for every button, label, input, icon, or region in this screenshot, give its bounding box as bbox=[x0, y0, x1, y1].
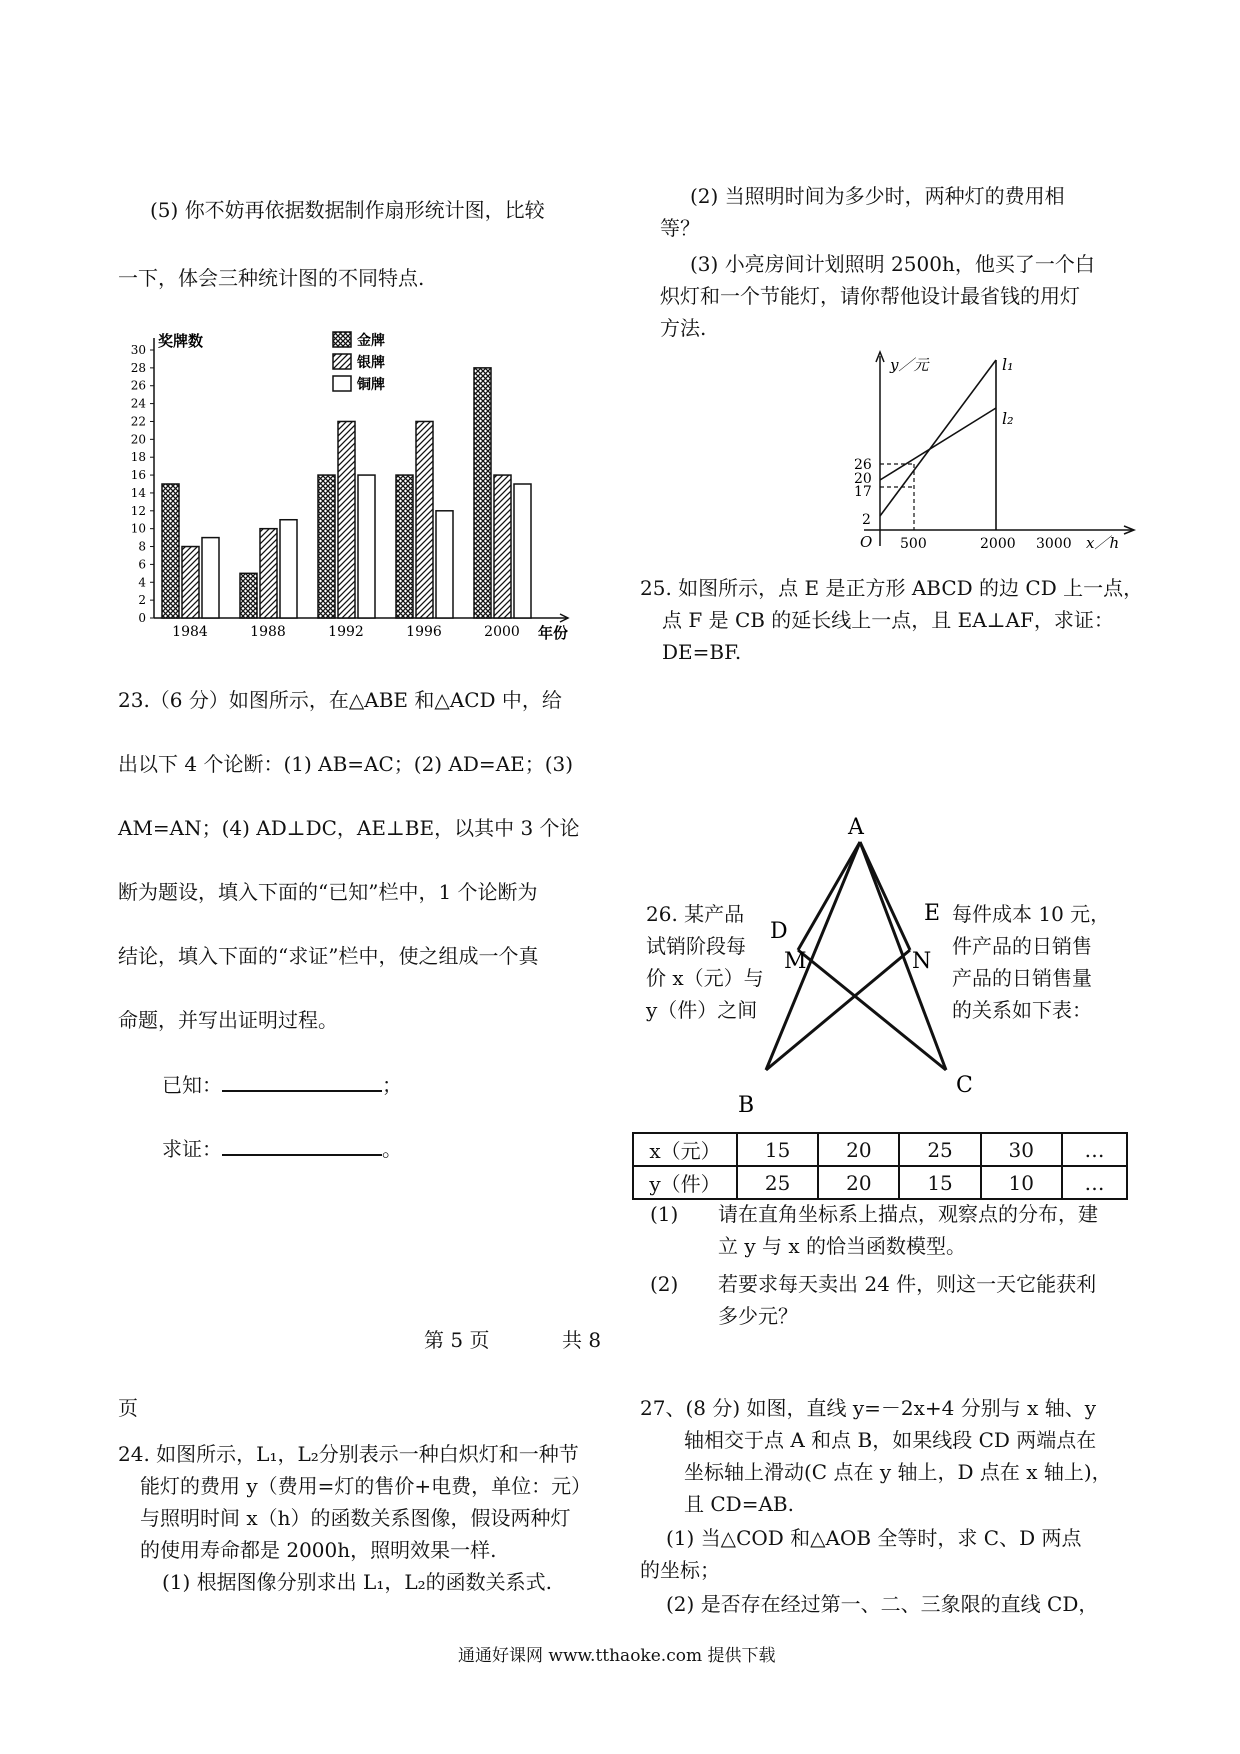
known-row bbox=[162, 1068, 402, 1101]
chart-x-label: 年份 bbox=[538, 624, 569, 642]
page-total: 共 8 bbox=[562, 1328, 602, 1352]
q27-line7: (2) 是否存在经过第一、二、三象限的直线 CD， bbox=[666, 1592, 1099, 1616]
q23-line3: AM=AN；(4) AD⊥DC，AE⊥BE，以其中 3 个论 bbox=[118, 816, 580, 840]
x-tick-label: 1988 bbox=[250, 624, 286, 640]
line-l1 bbox=[880, 360, 996, 516]
y-tick-label: 18 bbox=[130, 450, 146, 465]
bar-cross bbox=[240, 573, 257, 618]
y-tick-label: 14 bbox=[130, 485, 146, 500]
x-tick-label: 1992 bbox=[328, 624, 364, 640]
table-cell: 30 bbox=[981, 1133, 1062, 1166]
y-tick-label: 6 bbox=[138, 557, 146, 572]
y-tick-label: 2 bbox=[138, 593, 146, 608]
point-n-label: N bbox=[912, 949, 932, 974]
table-cell: … bbox=[1062, 1166, 1127, 1199]
known-blank[interactable] bbox=[222, 1068, 382, 1092]
bar-diagonal bbox=[416, 421, 433, 618]
prove-row bbox=[162, 1132, 402, 1165]
table-cell: … bbox=[1062, 1133, 1127, 1166]
known-label: 已知： bbox=[162, 1073, 222, 1097]
point-e-label: E bbox=[924, 901, 941, 926]
point-m-label: M bbox=[784, 949, 807, 974]
bar-diagonal bbox=[182, 547, 199, 618]
q23-line1: 23.（6 分）如图所示，在△ABE 和△ACD 中，给 bbox=[118, 688, 562, 712]
y-tick-label: 28 bbox=[130, 360, 146, 375]
legend-swatch-blank bbox=[333, 376, 351, 391]
prove-blank[interactable] bbox=[222, 1132, 382, 1156]
y-tick-label: 16 bbox=[130, 468, 146, 483]
q26-left2: 试销阶段每 bbox=[646, 934, 746, 958]
q22-part5-line2: 一下，体会三种统计图的不同特点. bbox=[118, 266, 425, 290]
table-cell: 25 bbox=[737, 1166, 818, 1199]
medal-bar-chart bbox=[118, 326, 588, 646]
q24-line3: 与照明时间 x（h）的函数关系图像，假设两种灯 bbox=[140, 1506, 571, 1530]
table-cell: 15 bbox=[899, 1166, 980, 1199]
l1-label: l₁ bbox=[1002, 355, 1014, 374]
q24-line7: 等？ bbox=[660, 216, 700, 240]
bar-cross bbox=[318, 475, 335, 618]
q25-line2: 点 F 是 CB 的延长线上一点，且 EA⊥AF，求证： bbox=[662, 608, 1114, 632]
y-tick-label: 20 bbox=[130, 432, 146, 447]
prove-end: 。 bbox=[382, 1137, 402, 1161]
x-axis-label: x／h bbox=[1086, 534, 1120, 552]
q27-line3: 坐标轴上滑动(C 点在 y 轴上，D 点在 x 轴上)， bbox=[684, 1460, 1112, 1484]
bar-blank bbox=[436, 511, 453, 618]
q24-line6: (2) 当照明时间为多少时，两种灯的费用相 bbox=[690, 184, 1065, 208]
xtick-2000: 2000 bbox=[980, 536, 1016, 552]
q26-right4: 的关系如下表： bbox=[952, 998, 1092, 1022]
q26-left4: y（件）之间 bbox=[646, 998, 758, 1022]
y-tick-label: 24 bbox=[130, 396, 146, 411]
q25-line3: DE=BF. bbox=[662, 640, 742, 664]
table-row-y bbox=[633, 1166, 1127, 1199]
origin-label: O bbox=[860, 533, 873, 551]
table-cell: 20 bbox=[818, 1166, 899, 1199]
q27-line2: 轴相交于点 A 和点 B，如果线段 CD 两端点在 bbox=[684, 1428, 1097, 1452]
q23-line5: 结论，填入下面的“求证”栏中，使之组成一个真 bbox=[118, 944, 539, 968]
table-cell: 15 bbox=[737, 1133, 818, 1166]
q24-line10: 方法. bbox=[660, 316, 707, 340]
q24-line2: 能灯的费用 y（费用=灯的售价+电费，单位：元） bbox=[140, 1474, 592, 1498]
segment-ad bbox=[798, 842, 860, 950]
y-tick-label: 0 bbox=[138, 611, 146, 625]
y-tick-label: 4 bbox=[138, 575, 146, 590]
y-tick-label: 22 bbox=[130, 414, 146, 429]
y-tick-label: 26 bbox=[130, 378, 146, 393]
bar-diagonal bbox=[494, 475, 511, 618]
ytick-20: 20 bbox=[854, 471, 872, 487]
q26-right1: 每件成本 10 元， bbox=[952, 902, 1111, 926]
q26-left1: 26. 某产品 bbox=[646, 902, 745, 926]
q26-left3: 价 x（元）与 bbox=[646, 966, 764, 990]
q22-part5-line1: (5) 你不妨再依据数据制作扇形统计图，比较 bbox=[150, 198, 545, 222]
bar-cross bbox=[396, 475, 413, 618]
bar-blank bbox=[202, 538, 219, 618]
legend-label: 银牌 bbox=[357, 355, 385, 371]
x-tick-label: 2000 bbox=[484, 624, 520, 640]
table-cell: y（件） bbox=[633, 1166, 737, 1199]
known-end: ； bbox=[382, 1073, 402, 1097]
legend-label: 金牌 bbox=[357, 333, 385, 349]
bar-diagonal bbox=[338, 421, 355, 618]
q24-line1: 24. 如图所示，L₁，L₂分别表示一种白炽灯和一种节 bbox=[118, 1442, 579, 1466]
bar-cross bbox=[162, 484, 179, 618]
q26-sub1-line2: 立 y 与 x 的恰当函数模型。 bbox=[718, 1234, 967, 1258]
q27-line5: (1) 当△COD 和△AOB 全等时，求 C、D 两点 bbox=[666, 1526, 1082, 1550]
table-cell: 20 bbox=[818, 1133, 899, 1166]
legend-label: 铜牌 bbox=[357, 377, 385, 393]
l2-label: l₂ bbox=[1002, 409, 1014, 428]
q24-line4: 的使用寿命都是 2000h，照明效果一样. bbox=[140, 1538, 497, 1562]
q27-line1: 27、(8 分) 如图，直线 y=－2x+4 分别与 x 轴、y bbox=[640, 1396, 1097, 1420]
table-cell: 10 bbox=[981, 1166, 1062, 1199]
segment-ab bbox=[766, 842, 860, 1070]
q26-sub2-line1: 若要求每天卖出 24 件，则这一天它能获利 bbox=[718, 1272, 1097, 1296]
q23-line4: 断为题设，填入下面的“已知”栏中，1 个论断为 bbox=[118, 880, 538, 904]
q26-right2: 件产品的日销售 bbox=[952, 934, 1092, 958]
q26-sub1-line1: 请在直角坐标系上描点，观察点的分布，建 bbox=[718, 1202, 1098, 1226]
segment-ae bbox=[860, 842, 910, 950]
q26-sub2-line2: 多少元？ bbox=[718, 1304, 798, 1328]
table-cell: x（元） bbox=[633, 1133, 737, 1166]
xtick-500: 500 bbox=[900, 536, 927, 552]
q24-line9: 炽灯和一个节能灯，请你帮他设计最省钱的用灯 bbox=[660, 284, 1080, 308]
point-d-label: D bbox=[770, 919, 788, 944]
y-tick-label: 30 bbox=[130, 343, 146, 357]
y-axis-label: y／元 bbox=[890, 356, 929, 374]
q25-line1: 25. 如图所示，点 E 是正方形 ABCD 的边 CD 上一点， bbox=[640, 576, 1144, 600]
q24-line5: (1) 根据图像分别求出 L₁，L₂的函数关系式. bbox=[162, 1570, 552, 1594]
bar-diagonal bbox=[260, 529, 277, 618]
q26-sub2-num: (2) bbox=[650, 1272, 679, 1296]
q23-line6: 命题，并写出证明过程。 bbox=[118, 1008, 338, 1032]
point-b-label: B bbox=[738, 1093, 755, 1118]
bar-cross bbox=[474, 368, 491, 618]
y-tick-label: 8 bbox=[138, 539, 146, 554]
xtick-3000: 3000 bbox=[1036, 536, 1072, 552]
bar-blank bbox=[280, 520, 297, 618]
line-l2 bbox=[880, 408, 996, 480]
y-tick-label: 12 bbox=[130, 503, 146, 518]
table-row-x bbox=[633, 1133, 1127, 1166]
lamp-cost-graph bbox=[830, 350, 1150, 556]
q26-right3: 产品的日销售量 bbox=[952, 966, 1092, 990]
bar-blank bbox=[358, 475, 375, 618]
price-sales-table bbox=[632, 1132, 1128, 1200]
chart-y-label: 奖牌数 bbox=[158, 332, 204, 350]
legend-swatch-diagonal bbox=[333, 354, 351, 369]
page-footer: 通通好课网 www.tthaoke.com 提供下载 bbox=[458, 1646, 776, 1666]
ytick-2: 2 bbox=[862, 512, 871, 528]
table-cell: 25 bbox=[899, 1133, 980, 1166]
q26-sub1-num: (1) bbox=[650, 1202, 679, 1226]
x-tick-label: 1996 bbox=[406, 624, 442, 640]
y-tick-label: 10 bbox=[130, 521, 146, 536]
point-a-label: A bbox=[848, 815, 864, 840]
bar-blank bbox=[514, 484, 531, 618]
x-tick-label: 1984 bbox=[172, 624, 208, 640]
ytick-26: 26 bbox=[854, 457, 872, 473]
q23-line2: 出以下 4 个论断：(1) AB=AC；(2) AD=AE；(3) bbox=[118, 752, 574, 776]
legend-swatch-cross bbox=[333, 332, 351, 347]
q27-line4: 且 CD=AB. bbox=[684, 1492, 794, 1516]
ytick-17: 17 bbox=[854, 484, 872, 500]
q24-line8: (3) 小亮房间计划照明 2500h，他买了一个白 bbox=[690, 252, 1095, 276]
page-total-tail: 页 bbox=[118, 1396, 138, 1420]
point-c-label: C bbox=[956, 1073, 973, 1098]
prove-label: 求证： bbox=[162, 1137, 222, 1161]
page-number: 第 5 页 bbox=[424, 1328, 490, 1352]
q27-line6: 的坐标； bbox=[640, 1558, 720, 1582]
